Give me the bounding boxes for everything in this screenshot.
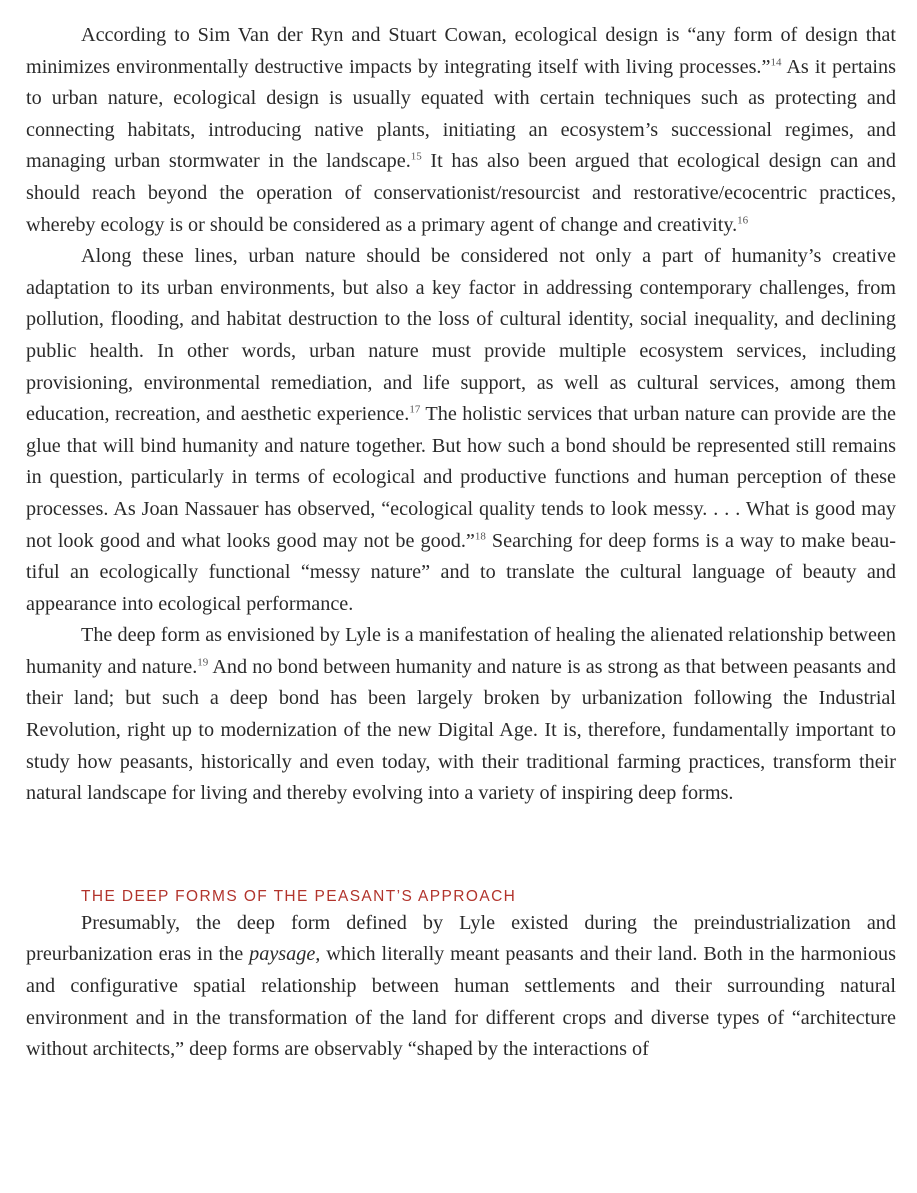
text-run: Along these lines, urban nature should be considered not only a part of humanity’s creative adaptation to its urban environments, but also a key factor in addressing contemporary challenges, from pollution, flooding, and habitat destruction to the loss of cultural identity, social inequality, and declining public health. In other words, urban nature must provide multiple ecosystem services, including provisioning, environmental remediation, and life support, as well as cultural services, among them education, recreation, and aesthetic experience. <box>26 245 896 426</box>
text-run: The holistic services that urban nature can provide are the glue that will bind humanity and nature together. But how such a bond should be represented still remains in question, particularly in terms of ecological and productive functions and human perception of these processes. As Joan Nassauer has observed, “ecological quality tends to look messy. . . . What is good may not look good and what looks good may not be good.” <box>26 403 897 552</box>
body-paragraph <box>26 20 896 241</box>
body-paragraph <box>26 241 896 620</box>
text-run: It has also been argued that ecological design can and should reach beyond the operation of conservationist/resourcist and restorative/ecocentric practices, whereby ecology is or should be considered as a primary agent of change and creativity. <box>26 150 896 236</box>
footnote-marker: 17 <box>409 403 421 416</box>
footnote-marker: 19 <box>197 656 209 669</box>
body-text <box>26 20 896 810</box>
footnote-marker: 15 <box>410 150 422 163</box>
body-paragraph <box>26 908 896 1066</box>
text-run: Presumably, the deep form defined by Lyle existed during the preindustrialization and preurbanization eras in the <box>26 911 896 966</box>
text-run: The deep form as envisioned by Lyle is a manifestation of healing the alienated relationship between humanity and nature. <box>26 624 896 678</box>
body-paragraph <box>26 620 896 810</box>
footnote-marker: 16 <box>737 213 749 226</box>
section-heading: THE DEEP FORMS OF THE PEASANT’S APPROACH <box>81 887 517 905</box>
text-run: And no bond between humanity and nature is as strong as that between peasants and their land; but such a deep bond has been largely broken by urbanization following the Industrial Revolution, right up to modernization of the new Digital Age. It is, therefore, fundamentally important to study how peasants, historically and even today, with their traditional farming practices, transform their natural landscape for living and thereby evolving into a variety of inspiring deep forms. <box>26 655 896 805</box>
text-run: Searching for deep forms is a way to make beautiful an ecologically functional “messy nature” and to translate the cultural language of beauty and appearance into ecological performance. <box>26 529 896 615</box>
footnote-marker: 14 <box>770 55 782 68</box>
footnote-marker: 18 <box>474 529 486 542</box>
text-run: As it pertains to urban nature, ecological design is usually equated with certain techniques such as protecting and connecting habitats, introducing native plants, initiating an ecosystem’s successional regimes, and managing urban stormwater in the landscape. <box>26 55 896 173</box>
text-run: which literally meant peasants and their land. Both in the harmonious and configurative spatial relationship between human settlements and their surrounding natural environment and in the transformation of the land for different crops and diverse types of “architecture without architects,” deep forms are observably “shaped by the interactions of <box>26 943 896 1061</box>
document-page <box>26 20 896 1066</box>
italic-term: paysage, <box>249 943 321 966</box>
section-body-text <box>26 908 896 1066</box>
text-run: According to Sim Van der Ryn and Stuart Cowan, ecological design is “any form of design that minimizes environmentally destructive impacts by integrating itself with living processes.” <box>26 24 896 78</box>
